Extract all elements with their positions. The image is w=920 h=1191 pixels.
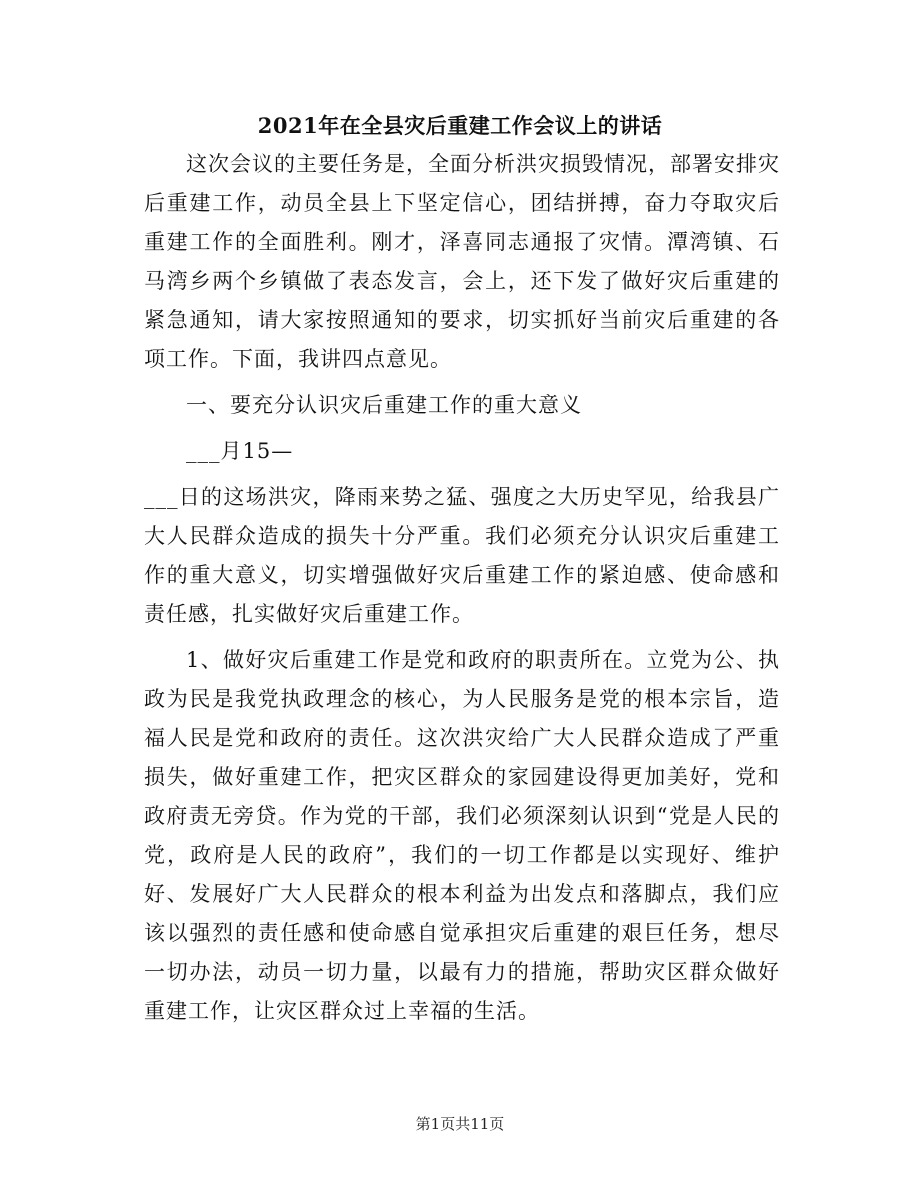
document-title: 2021年在全县灾后重建工作会议上的讲话 [257, 113, 663, 138]
paragraph-flood-description: ___日的这场洪灾，降雨来势之猛、强度之大历史罕见，给我县广大人民群众造成的损失十分严重。我们必须充分认识灾后重建工作的重大意义，切实增强做好灾后重建工作的紧迫感、使命感和责任感，扎实做好灾后重建工作。 [144, 485, 780, 626]
paragraph-point-1: 1、做好灾后重建工作是党和政府的职责所在。立党为公、执政为民是我党执政理念的核心，为人民服务是党的根本宗旨，造福人民是党和政府的责任。这次洪灾给广大人民群众造成了严重损失，做好重建工作，把灾区群众的家园建设得更加美好，党和政府责无旁贷。作为党的干部，我们必须深刻认识到“党是人民的党，政府是人民的政府”，我们的一切工作都是以实现好、维护好、发展好广大人民群众的根本利益为出发点和落脚点，我们应该以强烈的责任感和使命感自觉承担灾后重建的艰巨任务，想尽一切办法，动员一切力量，以最有力的措施，帮助灾区群众做好重建工作，让灾区群众过上幸福的生活。 [144, 648, 780, 1023]
paragraph-date-fragment: ___月15— [186, 439, 294, 463]
section-heading: 一、要充分认识灾后重建工作的重大意义 [186, 393, 582, 417]
document-body [144, 145, 780, 1038]
paragraph-intro: 这次会议的主要任务是，全面分析洪灾损毁情况，部署安排灾后重建工作，动员全县上下坚定信心，团结拼搏，奋力夺取灾后重建工作的全面胜利。刚才，泽喜同志通报了灾情。潭湾镇、石马湾乡两个乡镇做了表态发言，会上，还下发了做好灾后重建的紧急通知，请大家按照通知的要求，切实抓好当前灾后重建的各项工作。下面，我讲四点意见。 [144, 152, 780, 371]
page-number-footer: 第1页共11页 [415, 1115, 505, 1133]
